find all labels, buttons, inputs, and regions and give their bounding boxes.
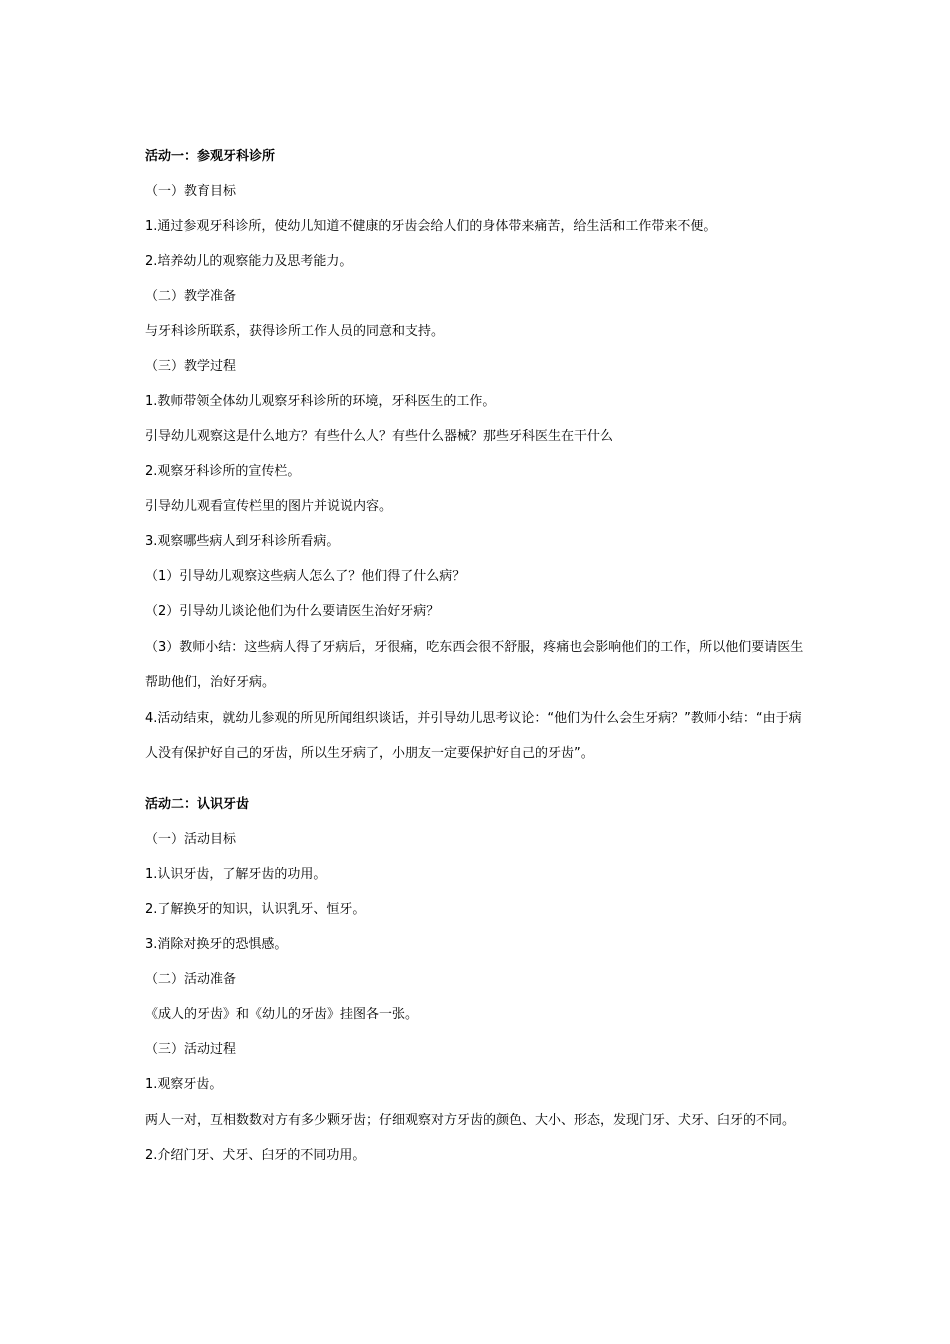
activity2-paragraph: 3.消除对换牙的恐惧感。 — [145, 937, 288, 952]
document-page — [145, 146, 810, 1180]
activity2-paragraph: 《成人的牙齿》和《幼儿的牙齿》挂图各一张。 — [145, 1007, 419, 1022]
activity1-paragraph: （三）教学过程 — [145, 359, 237, 374]
activity2-paragraph: （一）活动目标 — [145, 832, 237, 847]
activity2-paragraph: （二）活动准备 — [145, 972, 237, 987]
activity1-paragraph: 2.培养幼儿的观察能力及思考能力。 — [145, 254, 353, 269]
activity1-paragraph: （一）教育目标 — [145, 184, 237, 199]
activity2-title: 活动二：认识牙齿 — [145, 797, 250, 812]
activity1-paragraph: 引导幼儿观看宣传栏里的图片并说说内容。 — [145, 499, 393, 514]
activity1-paragraph: 与牙科诊所联系，获得诊所工作人员的同意和支持。 — [145, 324, 445, 339]
activity2-last-paragraph: 2.介绍门牙、犬牙、臼牙的不同功用。 — [145, 1148, 366, 1163]
activity1-paragraph: 1.通过参观牙科诊所，使幼儿知道不健康的牙齿会给人们的身体带来痛苦，给生活和工作带来不便。 — [145, 219, 717, 234]
activity2-paragraph: 1.观察牙齿。 — [145, 1077, 223, 1092]
activity1-title: 活动一：参观牙科诊所 — [145, 149, 276, 164]
activity1-paragraph: 3.观察哪些病人到牙科诊所看病。 — [145, 534, 340, 549]
activity1-paragraph: 1.教师带领全体幼儿观察牙科诊所的环境，牙科医生的工作。 — [145, 394, 496, 409]
section-spacer — [145, 778, 810, 794]
activity1-paragraph: 引导幼儿观察这是什么地方？有些什么人？有些什么器械？那些牙科医生在干什么 — [145, 429, 614, 444]
activity1-paragraph: （二）教学准备 — [145, 289, 237, 304]
activity2-paragraph: 1.认识牙齿，了解牙齿的功用。 — [145, 867, 327, 882]
activity1-paragraph: 2.观察牙科诊所的宣传栏。 — [145, 464, 301, 479]
activity1-end-paragraph: 4.活动结束，就幼儿参观的所见所闻组织谈话，并引导幼儿思考议论：“他们为什么会生牙病？”教师小结：“由于病人没有保护好自己的牙齿，所以生牙病了，小朋友一定要保护好自己的牙齿”。 — [145, 711, 802, 761]
activity1-paragraph: （2）引导幼儿谈论他们为什么要请医生治好牙病？ — [145, 604, 440, 619]
activity2-pairs-paragraph: 两人一对，互相数数对方有多少颗牙齿；仔细观察对方牙齿的颜色、大小、形态，发现门牙、犬牙、臼牙的不同。 — [145, 1113, 796, 1128]
activity1-summary-paragraph: （3）教师小结：这些病人得了牙病后，牙很痛，吃东西会很不舒服，疼痛也会影响他们的工作，所以他们要请医生帮助他们，治好牙病。 — [145, 640, 804, 690]
activity2-paragraph: 2.了解换牙的知识，认识乳牙、恒牙。 — [145, 902, 366, 917]
activity1-paragraph: （1）引导幼儿观察这些病人怎么了？他们得了什么病？ — [145, 569, 466, 584]
activity2-paragraph: （三）活动过程 — [145, 1042, 237, 1057]
